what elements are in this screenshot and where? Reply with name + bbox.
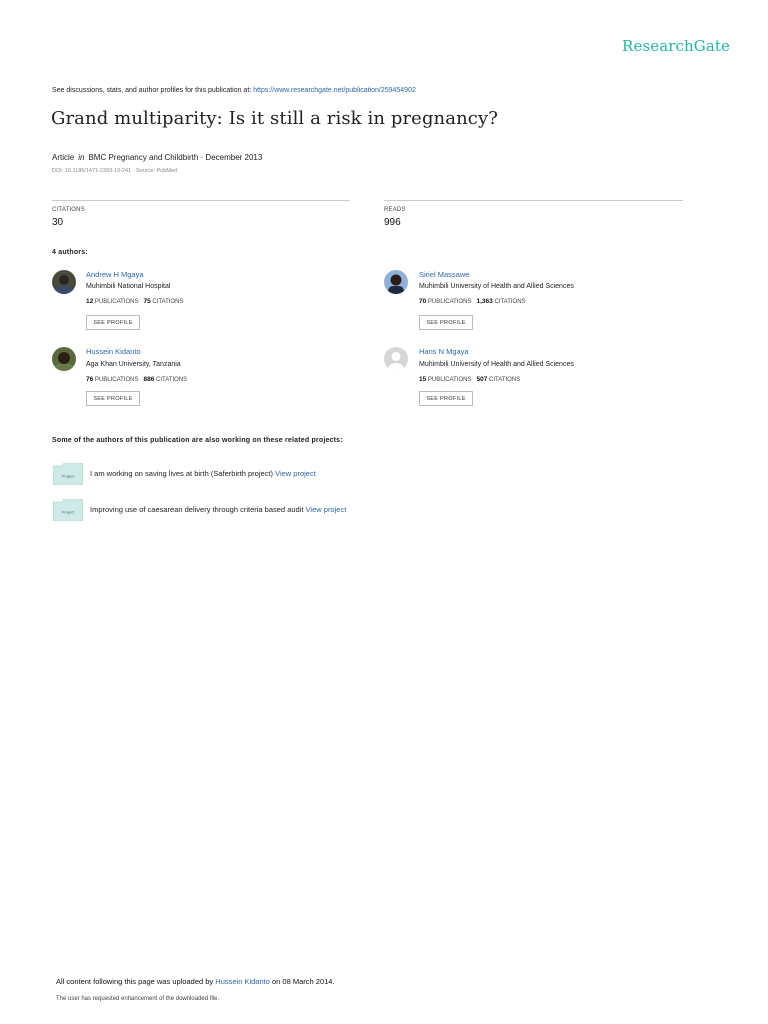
see-profile-button[interactable]: SEE PROFILE	[419, 315, 473, 330]
author-name-link[interactable]: Hussein Kidanto	[86, 347, 141, 356]
publications-label: PUBLICATIONS	[94, 299, 139, 305]
see-profile-button[interactable]: SEE PROFILE	[86, 315, 140, 330]
reads-label: READS	[384, 207, 406, 213]
project-icon-label: Project	[61, 509, 75, 515]
see-discussions-text: See discussions, stats, and author profiles for this publication at:	[52, 87, 252, 94]
doi-line: DOI: 10.1186/1471-2393-13-241 · Source: PubMed	[52, 168, 177, 174]
citations-label: CITATIONS	[156, 377, 188, 383]
project-folder-icon	[53, 499, 83, 521]
author-name-link[interactable]: Andrew H Mgaya	[86, 270, 144, 279]
see-profile-button[interactable]: SEE PROFILE	[419, 391, 473, 406]
citations-count: 75	[143, 298, 151, 305]
project-item	[90, 505, 346, 514]
default-avatar-icon[interactable]	[384, 347, 408, 371]
publications-label: PUBLICATIONS	[94, 377, 139, 383]
authors-heading: 4 authors:	[52, 249, 88, 256]
author-name-link[interactable]: Siriel Massawe	[419, 270, 470, 279]
project-folder-icon	[53, 463, 83, 485]
author-institution: Muhimbili University of Health and Allied Sciences	[419, 361, 574, 368]
publication-url-link[interactable]: https://www.researchgate.net/publication/259454902	[253, 87, 416, 94]
reads-divider	[384, 200, 683, 201]
author-stats	[419, 376, 520, 383]
upload-prefix: All content following this page was uploaded by	[56, 977, 214, 986]
author-institution: Aga Khan University, Tanzania	[86, 361, 181, 368]
citations-value: 30	[52, 217, 64, 228]
project-title: Improving use of caesarean delivery through criteria based audit	[90, 505, 304, 514]
see-profile-button[interactable]: SEE PROFILE	[86, 391, 140, 406]
publications-count: 12	[86, 298, 94, 305]
publications-label: PUBLICATIONS	[427, 377, 472, 383]
journal-date: BMC Pregnancy and Childbirth · December 2013	[88, 153, 263, 162]
author-stats	[86, 376, 187, 383]
publications-label: PUBLICATIONS	[427, 299, 472, 305]
view-project-link[interactable]: View project	[275, 469, 316, 478]
author-institution: Muhimbili National Hospital	[86, 283, 171, 290]
paper-meta	[52, 153, 262, 162]
view-project-link[interactable]: View project	[305, 505, 347, 514]
citations-count: 507	[476, 376, 488, 383]
project-title: I am working on saving lives at birth (Saferbirth project)	[90, 469, 273, 478]
citations-label: CITATIONS	[489, 377, 521, 383]
related-projects-heading: Some of the authors of this publication are also working on these related projects:	[52, 437, 343, 444]
citations-label: CITATIONS	[52, 207, 85, 213]
upload-note	[56, 977, 335, 986]
author-name-link[interactable]: Hans N Mgaya	[419, 347, 469, 356]
avatar[interactable]	[384, 270, 408, 294]
citations-label: CITATIONS	[152, 299, 184, 305]
author-stats	[86, 298, 184, 305]
citations-divider	[52, 200, 350, 201]
publications-count: 70	[419, 298, 427, 305]
uploader-link[interactable]: Hussein Kidanto	[215, 977, 270, 986]
author-stats	[419, 298, 526, 305]
citations-label: CITATIONS	[494, 299, 526, 305]
citations-count: 1,363	[476, 298, 493, 305]
enhancement-note: The user has requested enhancement of the downloaded file.	[56, 996, 220, 1002]
publications-count: 76	[86, 376, 94, 383]
article-type: Article	[52, 153, 75, 162]
reads-value: 996	[384, 217, 401, 228]
project-icon-label: Project	[61, 473, 75, 479]
author-institution: Muhimbili University of Health and Allied Sciences	[419, 283, 574, 290]
avatar[interactable]	[52, 347, 76, 371]
paper-title: Grand multiparity: Is it still a risk in pregnancy?	[51, 108, 498, 129]
publications-count: 15	[419, 376, 427, 383]
citations-count: 886	[143, 376, 155, 383]
avatar[interactable]	[52, 270, 76, 294]
upload-suffix: on 08 March 2014.	[272, 977, 335, 986]
project-item	[90, 469, 316, 478]
in-label: in	[78, 153, 85, 162]
see-discussions-line	[52, 87, 416, 94]
researchgate-logo[interactable]: ResearchGate	[622, 37, 730, 55]
